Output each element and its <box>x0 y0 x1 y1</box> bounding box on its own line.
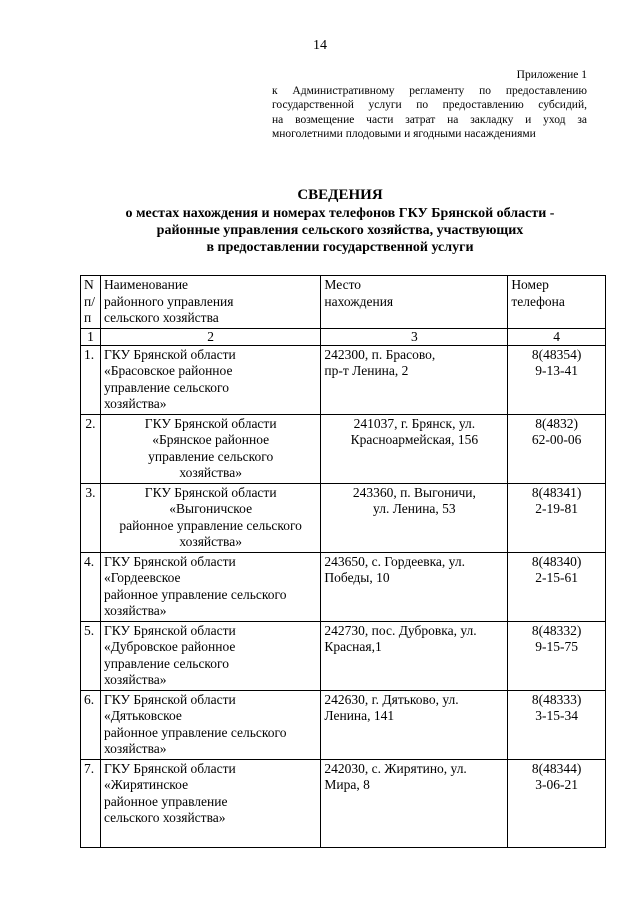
row-num: 6. <box>81 690 101 759</box>
column-number-row <box>81 328 606 345</box>
appendix-line: к Административному регламенту по предоставлению <box>272 84 587 97</box>
row-location: 243360, п. Выгоничи, ул. Ленина, 53 <box>321 483 508 552</box>
row-num: 4. <box>81 552 101 621</box>
table-row <box>81 552 606 621</box>
table-row <box>81 690 606 759</box>
row-name: ГКУ Брянской области «Дубровское районное управление сельского хозяйства» <box>100 621 320 690</box>
document-heading <box>80 187 600 256</box>
heading-line: в предоставлении государственной услуги <box>206 240 474 255</box>
header-num: N п/п <box>81 276 101 329</box>
header-name: Наименование районного управления сельского хозяйства <box>100 276 320 329</box>
row-name: ГКУ Брянской области «Брасовское районное управление сельского хозяйства» <box>100 345 320 414</box>
row-phone: 8(48340) 2-15-61 <box>508 552 606 621</box>
column-number: 3 <box>321 328 508 345</box>
header-location: Место нахождения <box>321 276 508 329</box>
column-number: 1 <box>81 328 101 345</box>
row-location: 242730, пос. Дубровка, ул. Красная,1 <box>321 621 508 690</box>
appendix-title: Приложение 1 <box>516 69 587 81</box>
row-phone: 8(48333) 3-15-34 <box>508 690 606 759</box>
appendix-line: многолетними плодовыми и ягодными насаждениями <box>272 128 536 140</box>
row-name: ГКУ Брянской области «Выгоничское районное управление сельского хозяйства» <box>100 483 320 552</box>
table-row <box>81 345 606 414</box>
row-location: 243650, с. Гордеевка, ул. Победы, 10 <box>321 552 508 621</box>
row-location: 242630, г. Дятьково, ул. Ленина, 141 <box>321 690 508 759</box>
heading-line: районные управления сельского хозяйства, участвующих <box>156 223 524 238</box>
heading-title: СВЕДЕНИЯ <box>297 187 383 203</box>
page-number: 14 <box>313 38 327 53</box>
row-name: ГКУ Брянской области «Дятьковское районное управление сельского хозяйства» <box>100 690 320 759</box>
header-phone: Номер телефона <box>508 276 606 329</box>
column-number: 4 <box>508 328 606 345</box>
column-number: 2 <box>100 328 320 345</box>
offices-table <box>80 275 606 848</box>
row-name: ГКУ Брянской области «Жирятинское районное управление сельского хозяйства» <box>100 759 320 847</box>
row-num: 5. <box>81 621 101 690</box>
appendix-block <box>272 68 587 142</box>
table-row <box>81 414 606 483</box>
row-name: ГКУ Брянской области «Гордеевское районное управление сельского хозяйства» <box>100 552 320 621</box>
row-num: 1. <box>81 345 101 414</box>
appendix-line: государственной услуги по предоставлению субсидий, <box>272 99 587 111</box>
table-row <box>81 483 606 552</box>
table-header-row <box>81 276 606 329</box>
row-phone: 8(4832) 62-00-06 <box>508 414 606 483</box>
row-location: 242030, с. Жирятино, ул. Мира, 8 <box>321 759 508 847</box>
table-row <box>81 621 606 690</box>
row-location: 242300, п. Брасово, пр-т Ленина, 2 <box>321 345 508 414</box>
row-name: ГКУ Брянской области «Брянское районное управление сельского хозяйства» <box>100 414 320 483</box>
row-phone: 8(48344) 3-06-21 <box>508 759 606 847</box>
row-phone: 8(48354) 9-13-41 <box>508 345 606 414</box>
row-phone: 8(48341) 2-19-81 <box>508 483 606 552</box>
row-phone: 8(48332) 9-15-75 <box>508 621 606 690</box>
appendix-line: на возмещение части затрат на закладку и уход за <box>272 113 587 126</box>
row-num: 7. <box>81 759 101 847</box>
table-row <box>81 759 606 847</box>
row-num: 2. <box>81 414 101 483</box>
row-num: 3. <box>81 483 101 552</box>
heading-line: о местах нахождения и номерах телефонов ГКУ Брянской области - <box>125 206 555 221</box>
row-location: 241037, г. Брянск, ул. Красноармейская, 156 <box>321 414 508 483</box>
